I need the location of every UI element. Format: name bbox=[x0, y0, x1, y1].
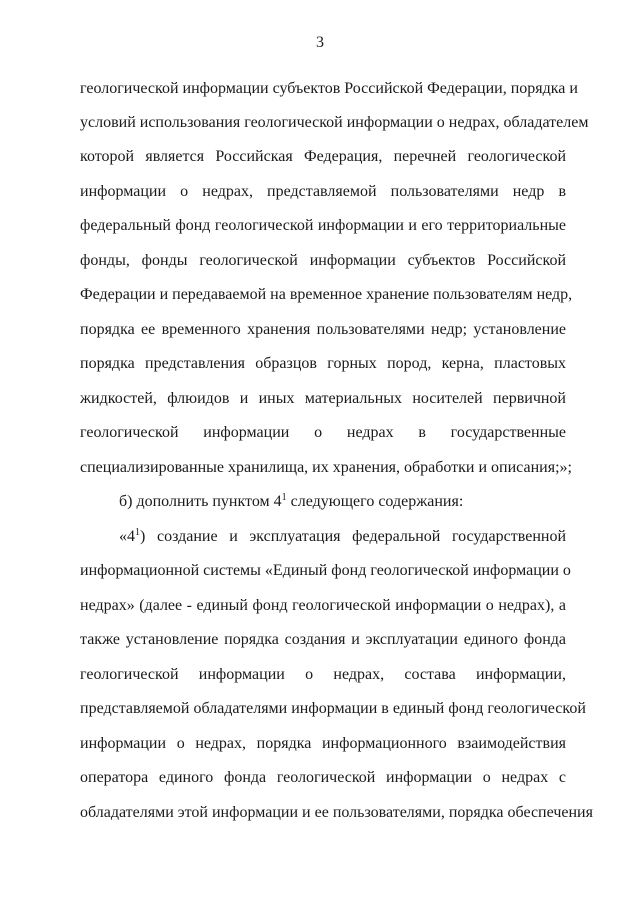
text-line: информации о недрах, представляемой пользователями недр в bbox=[80, 183, 566, 200]
item-b: б) дополнить пунктом $4^1$ следующего содержания: bbox=[119, 492, 464, 510]
text-line: федеральный фонд геологической информации и его территориальные bbox=[80, 217, 566, 234]
text-line: геологической информации о недрах в государственные bbox=[80, 424, 566, 441]
text-line: порядка ее временного хранения пользователями недр; установление bbox=[80, 321, 566, 338]
superscript: 1 bbox=[281, 492, 287, 503]
text-line: жидкостей, флюидов и иных материальных носителей первичной bbox=[80, 390, 566, 407]
text-line: геологической информации о недрах, состава информации, bbox=[80, 666, 566, 683]
text-line: которой является Российская Федерация, перечней геологической bbox=[80, 148, 566, 165]
page-number: 3 bbox=[316, 34, 324, 51]
text-line: условий использования геологической информации о недрах, обладателем bbox=[80, 114, 589, 131]
text-line: недрах» (далее - единый фонд геологической информации о недрах), а bbox=[80, 597, 566, 614]
text-line: геологической информации субъектов Российской Федерации, порядка и bbox=[80, 80, 578, 97]
text-line: обладателями этой информации и ее пользователями, порядка обеспечения bbox=[80, 804, 593, 821]
text-line: порядка представления образцов горных пород, керна, пластовых bbox=[80, 355, 566, 372]
text-line: специализированные хранилища, их хранения, обработки и описания;»; bbox=[80, 459, 572, 476]
text-line: представляемой обладателями информации в единый фонд геологической bbox=[80, 700, 586, 717]
text-line: Федерации и передаваемой на временное хранение пользователям недр, bbox=[80, 286, 573, 303]
text-line: информационной системы «Единый фонд геологической информации о bbox=[80, 562, 571, 579]
text-line: оператора единого фонда геологической информации о недрах с bbox=[80, 769, 566, 786]
text-line: информации о недрах, порядка информационного взаимодействия bbox=[80, 735, 566, 752]
text-line: «$4^1$) создание и эксплуатация федеральной государственной bbox=[119, 527, 566, 545]
text-line: также установление порядка создания и эксплуатации единого фонда bbox=[80, 631, 566, 648]
text-line: фонды, фонды геологической информации субъектов Российской bbox=[80, 252, 566, 269]
superscript: 1 bbox=[135, 527, 140, 538]
